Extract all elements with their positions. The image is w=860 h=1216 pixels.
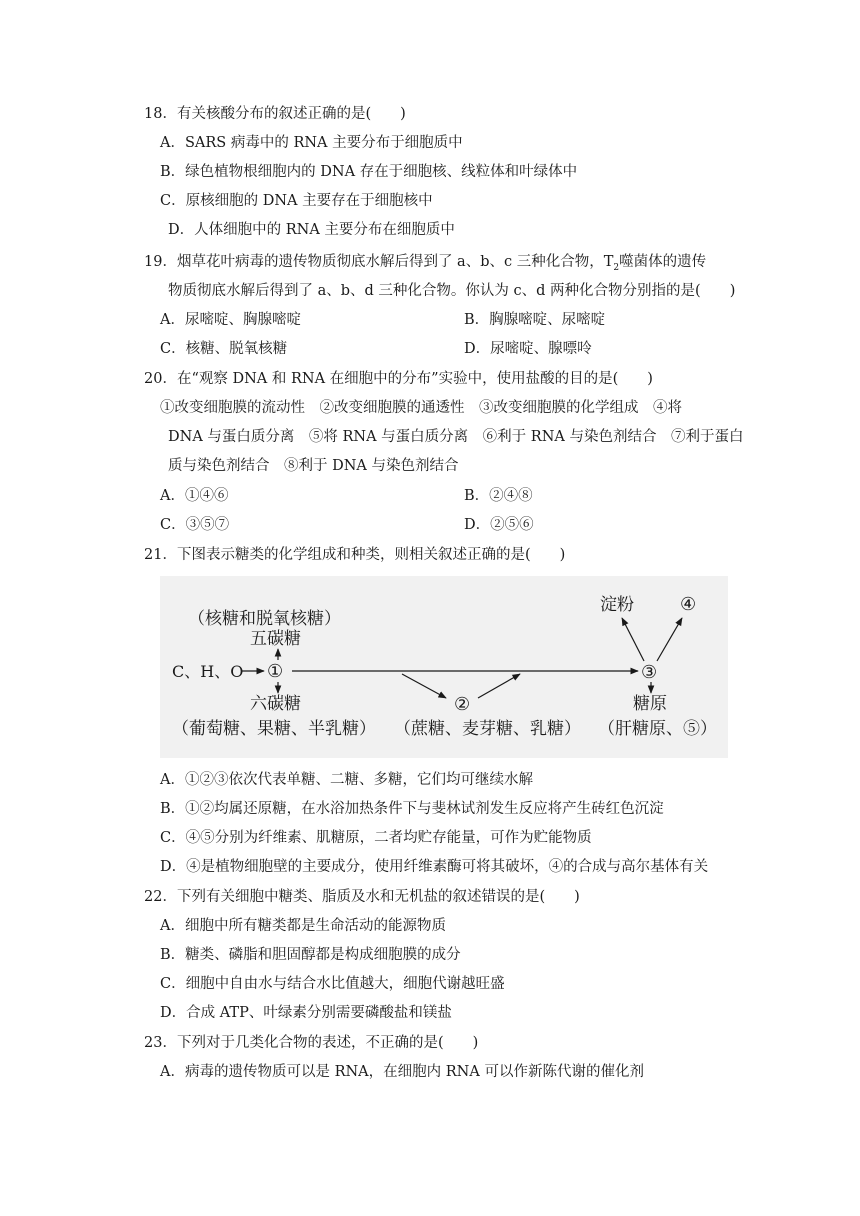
q20-stem: 20．在“观察 DNA 和 RNA 在细胞中的分布”实验中，使用盐酸的目的是( ) [144, 371, 653, 387]
arrow-to-node2 [402, 674, 446, 698]
q21-stem: 21．下图表示糖类的化学组成和种类，则相关叙述正确的是( ) [144, 547, 566, 563]
elements-label: C、H、O [172, 662, 244, 681]
q19-option-c: C．核糖、脱氧核糖 [160, 341, 288, 357]
q20-items-line1: ①改变细胞膜的流动性 ②改变细胞膜的通透性 ③改变细胞膜的化学组成 ④将 [160, 400, 682, 416]
q20-items-line2: DNA 与蛋白质分离 ⑤将 RNA 与蛋白质分离 ⑥利于 RNA 与染色剂结合 ⑦利于蛋白 [168, 429, 744, 445]
pentose-label: 五碳糖 [250, 629, 301, 649]
q21-option-b: B．①②均属还原糖，在水浴加热条件下与斐林试剂发生反应将产生砖红色沉淀 [160, 801, 664, 817]
q19-option-b: B．胸腺嘧啶、尿嘧啶 [464, 312, 606, 328]
disaccharide-examples-label: （蔗糖、麦芽糖、乳糖） [394, 719, 581, 739]
q18-option-b: B．绿色植物根细胞内的 DNA 存在于细胞核、线粒体和叶绿体中 [160, 164, 578, 180]
arrow-node2-to-node3 [478, 674, 520, 698]
q21-option-d: D．④是植物细胞壁的主要成分，使用纤维素酶可将其破坏，④的合成与高尔基体有关 [160, 859, 709, 875]
glycogen-label: 糖原 [633, 694, 667, 714]
q20-option-b: B．②④⑧ [464, 488, 533, 504]
q19-stem-part-b: 噬菌体的遗传 [619, 254, 707, 270]
q19-option-a: A．尿嘧啶、胸腺嘧啶 [160, 312, 301, 328]
pentose-examples-label: （核糖和脱氧核糖） [188, 609, 341, 629]
q22-stem: 22．下列有关细胞中糖类、脂质及水和无机盐的叙述错误的是( ) [144, 889, 580, 905]
starch-label: 淀粉 [600, 595, 634, 615]
q19-option-d: D．尿嘧啶、腺嘌呤 [464, 341, 592, 357]
q20-option-d: D．②⑤⑥ [464, 517, 534, 533]
glycogen-examples-label: （肝糖原、⑤） [598, 719, 717, 739]
sugar-classification-diagram [160, 576, 728, 758]
q18-stem: 18．有关核酸分布的叙述正确的是( ) [144, 106, 406, 122]
q18-option-a: A．SARS 病毒中的 RNA 主要分布于细胞质中 [160, 135, 463, 151]
q21-option-c: C．④⑤分别为纤维素、肌糖原，二者均贮存能量，可作为贮能物质 [160, 830, 592, 846]
q22-option-c: C．细胞中自由水与结合水比值越大，细胞代谢越旺盛 [160, 976, 505, 992]
q19-stem-line1 [144, 252, 706, 272]
q22-option-a: A．细胞中所有糖类都是生命活动的能源物质 [160, 918, 446, 934]
q21-option-a: A．①②③依次代表单糖、二糖、多糖，它们均可继续水解 [160, 772, 533, 788]
q19-stem-part-a: 19．烟草花叶病毒的遗传物质彻底水解后得到了 a、b、c 三种化合物，T [144, 254, 614, 270]
hexose-examples-label: （葡萄糖、果糖、半乳糖） [172, 719, 376, 739]
q18-option-c: C．原核细胞的 DNA 主要存在于细胞核中 [160, 193, 433, 209]
hexose-label: 六碳糖 [250, 694, 301, 714]
q20-option-c: C．③⑤⑦ [160, 517, 230, 533]
q20-option-a: A．①④⑥ [160, 488, 229, 504]
q22-option-b: B．糖类、磷脂和胆固醇都是构成细胞膜的成分 [160, 947, 461, 963]
node-2-label: ② [454, 694, 471, 715]
q18-option-d: D．人体细胞中的 RNA 主要分布在细胞质中 [168, 222, 455, 238]
node-1-label: ① [267, 661, 284, 682]
q20-items-line3: 质与染色剂结合 ⑧利于 DNA 与染色剂结合 [168, 458, 459, 474]
q19-stem-subscript: 2 [613, 262, 620, 273]
arrow-node3-to-starch [622, 618, 644, 661]
q22-option-d: D．合成 ATP、叶绿素分别需要磷酸盐和镁盐 [160, 1005, 452, 1021]
sugar-diagram-svg [160, 576, 728, 758]
node-4-label: ④ [680, 594, 697, 615]
q23-option-a: A．病毒的遗传物质可以是 RNA，在细胞内 RNA 可以作新陈代谢的催化剂 [160, 1064, 644, 1080]
arrow-node3-to-node4 [657, 618, 682, 661]
q23-stem: 23．下列对于几类化合物的表述，不正确的是( ) [144, 1035, 479, 1051]
node-3-label: ③ [641, 662, 658, 683]
q19-stem-line2: 物质彻底水解后得到了 a、b、d 三种化合物。你认为 c、d 两种化合物分别指的是( ) [168, 283, 736, 299]
